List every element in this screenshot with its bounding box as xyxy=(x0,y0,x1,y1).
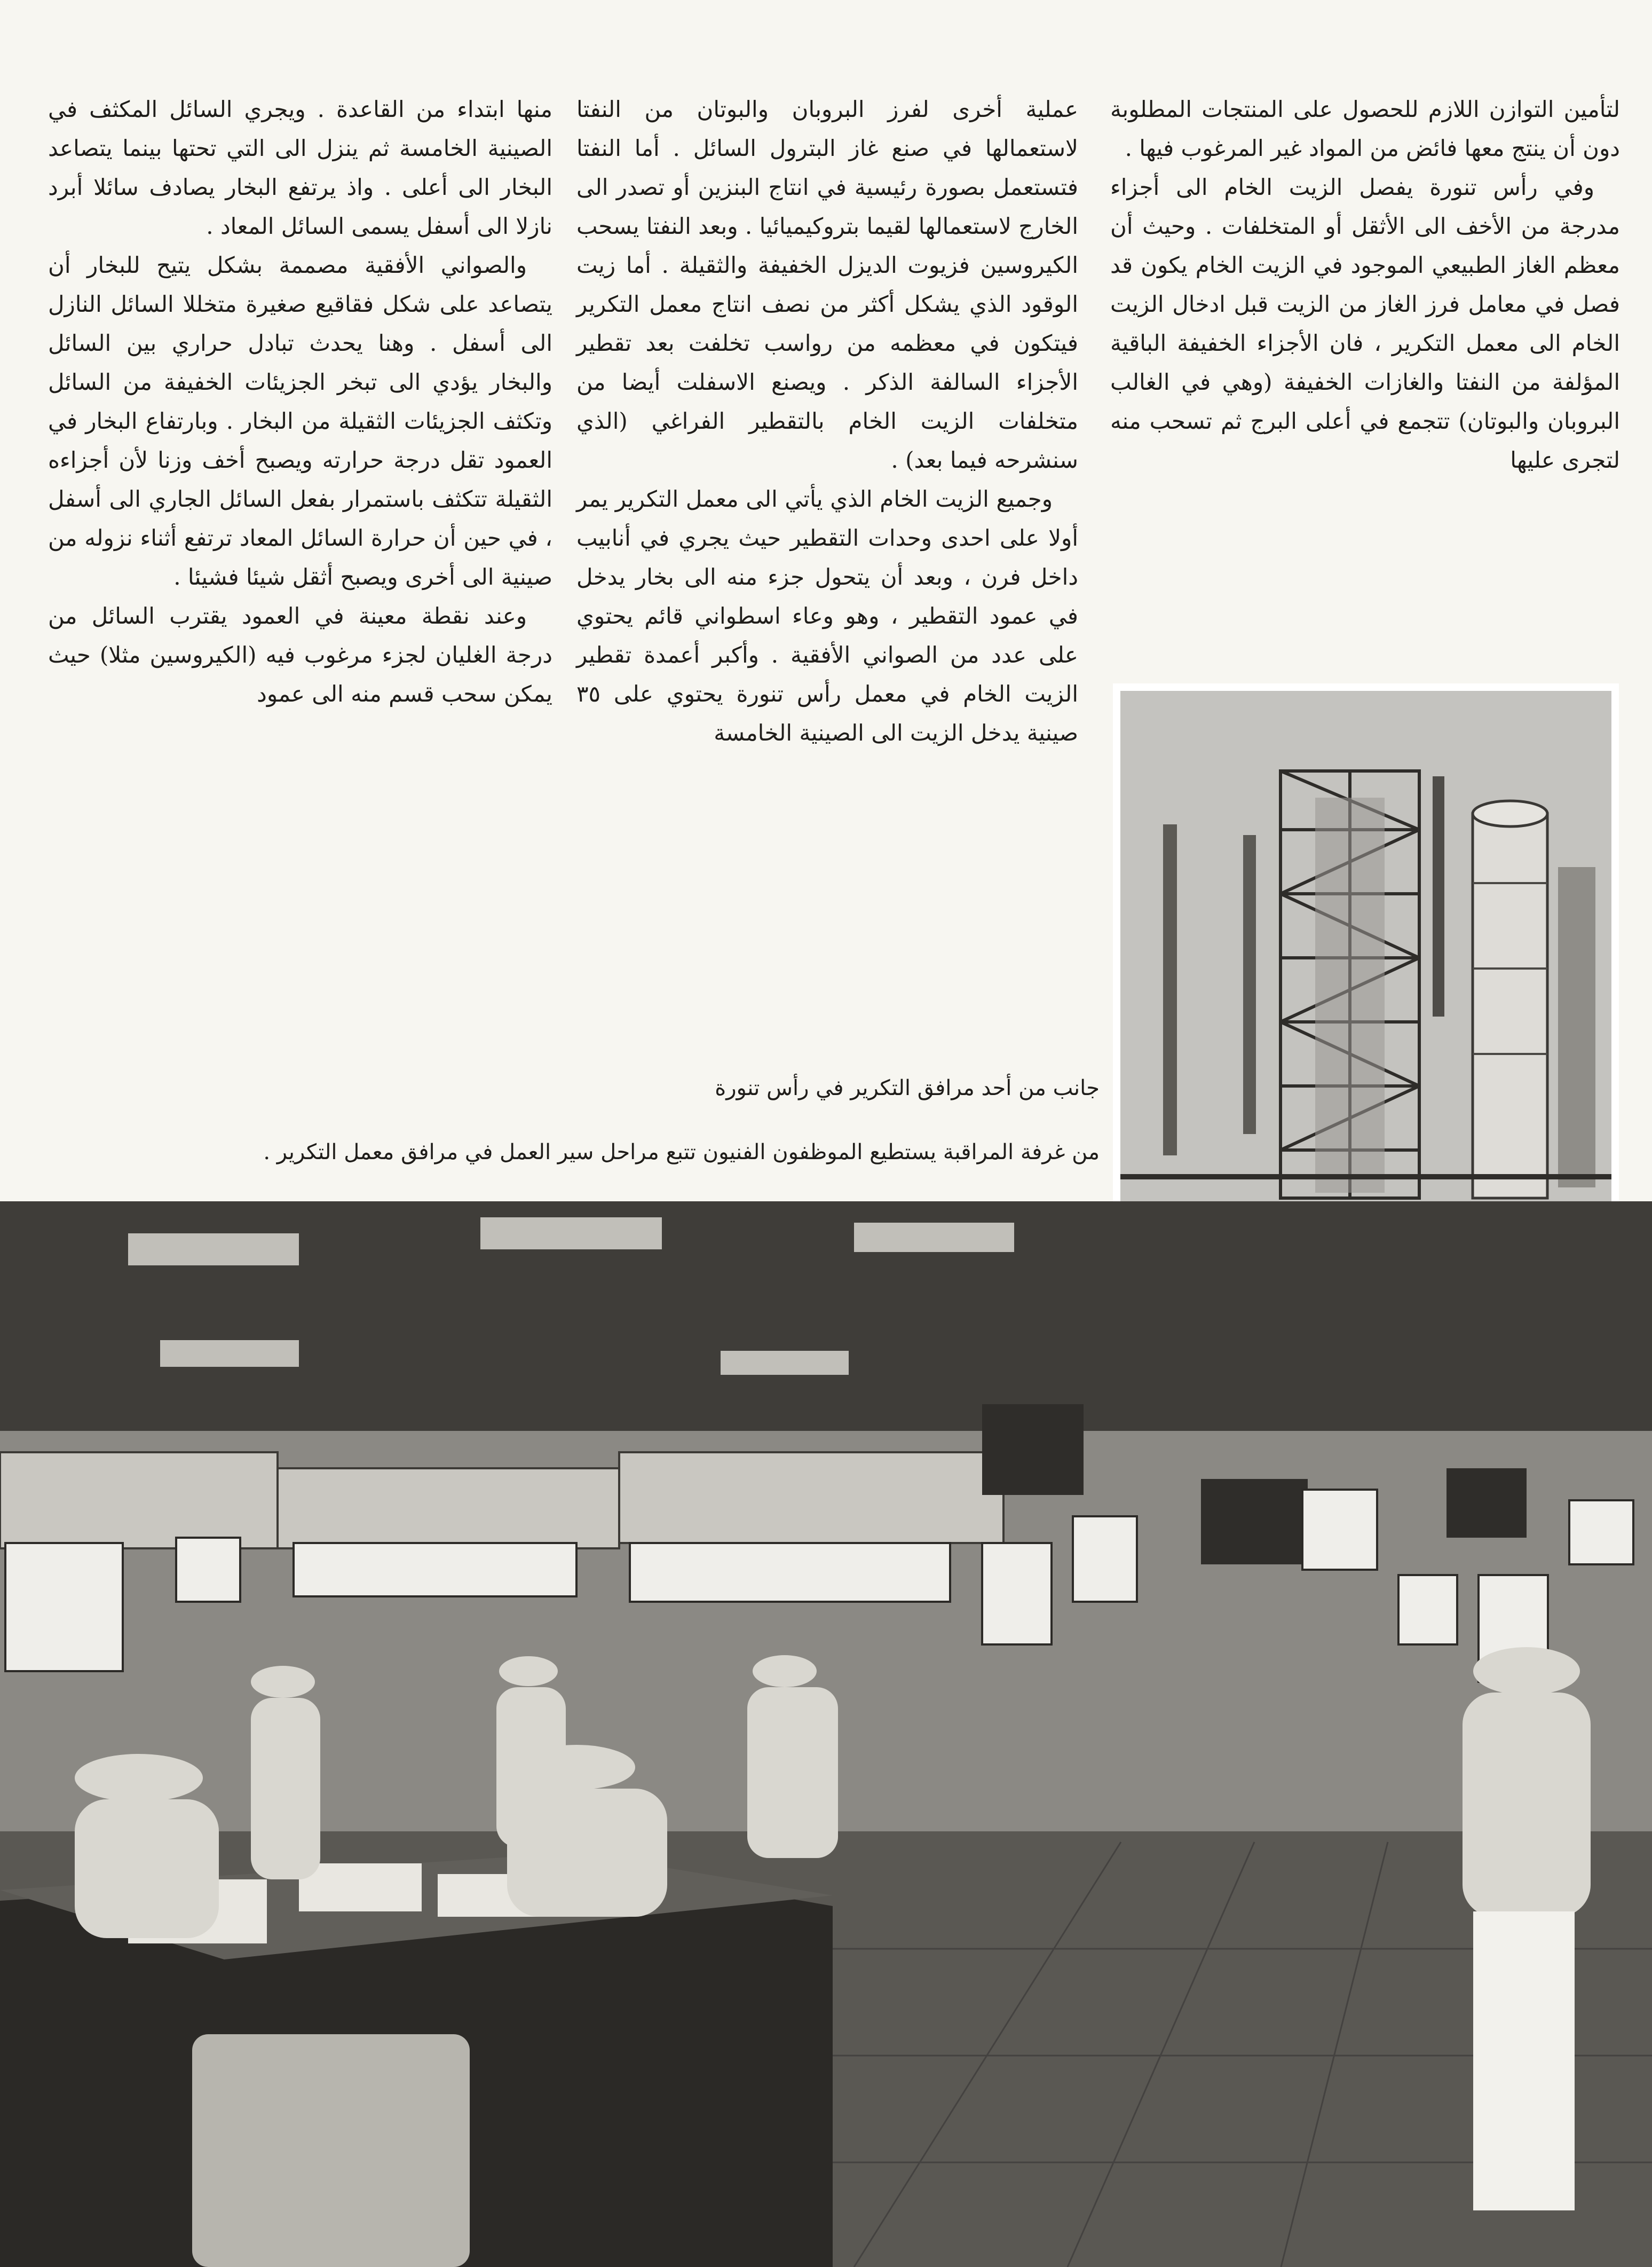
paragraph: منها ابتداء من القاعدة . ويجري السائل المكثف في الصينية الخامسة ثم ينزل الى التي تحتها بينما يتصاعد البخار الى أعلى . واذ يرتفع البخار يصادف سائلا أبرد نازلا الى أسفل يسمى السائل المعاد . xyxy=(48,96,552,239)
paragraph: لتأمين التوازن اللازم للحصول على المنتجات المطلوبة دون أن ينتج معها فائض من المواد غير المرغوب فيها . xyxy=(1110,96,1620,161)
control-room-illustration xyxy=(0,1201,1652,2267)
control-room-photo-caption: من غرفة المراقبة يستطيع الموظفون الفنيون تتبع مراحل سير العمل في مرافق معمل التكرير . xyxy=(263,1140,1100,1164)
article-column-middle xyxy=(576,90,1078,752)
paragraph: وفي رأس تنورة يفصل الزيت الخام الى أجزاء مدرجة من الأخف الى الأثقل أو المتخلفات . وحيث أن معظم الغاز الطبيعي الموجود في الزيت الخام يكون قد فصل في معامل فرز الغاز من الزيت قبل ادخال الزيت الخام الى معمل التكرير ، فان الأجزاء الخفيفة الباقية المؤلفة من النفتا والغازات الخفيفة (وهي في الغالب البروبان والبوتان) تتجمع في أعلى البرج ثم تسحب منه لتجرى عليها xyxy=(1110,174,1620,473)
paragraph: عملية أخرى لفرز البروبان والبوتان من النفتا لاستعمالها في صنع غاز البترول السائل . أما النفتا فتستعمل بصورة رئيسية في انتاج البنزين أو تصدر الى الخارج لاستعمالها لقيما بتروكيميائيا . وبعد النفتا يسحب الكيروسين فزيوت الديزل الخفيفة والثقيلة . أما زيت الوقود الذي يشكل أكثر من نصف انتاج معمل التكرير فيتكون في معظمه من رواسب تخلفت بعد تقطير الأجزاء السالفة الذكر . ويصنع الاسفلت أيضا من متخلفات الزيت الخام بالتقطير الفراغي (الذي سنشرحه فيما بعد) . xyxy=(576,96,1078,473)
paragraph: وجميع الزيت الخام الذي يأتي الى معمل التكرير يمر أولا على احدى وحدات التقطير حيث يجري في أنابيب داخل فرن ، وبعد أن يتحول جزء منه الى بخار يدخل في عمود التقطير ، وهو وعاء اسطواني قائم يحتوي على عدد من الصواني الأفقية . وأكبر أعمدة تقطير الزيت الخام في معمل رأس تنورة يحتوي على ٣٥ صينية يدخل الزيت الى الصينية الخامسة xyxy=(576,486,1078,746)
article-column-right xyxy=(1110,90,1620,479)
paragraph: وعند نقطة معينة في العمود يقترب السائل من درجة الغليان لجزء مرغوب فيه (الكيروسين مثلا) حيث يمكن سحب قسم منه الى عمود xyxy=(48,603,552,707)
article-column-left xyxy=(48,90,552,713)
control-room-photo xyxy=(0,1201,1652,2267)
paragraph: والصواني الأفقية مصممة بشكل يتيح للبخار أن يتصاعد على شكل فقاقيع صغيرة متخللا السائل النازل الى أسفل . وهنا يحدث تبادل حراري بين السائل والبخار يؤدي الى تبخر الجزيئات الخفيفة من السائل وتكثف الجزيئات الثقيلة من البخار . وبارتفاع البخار في العمود تقل درجة حرارته ويصبح أخف وزنا لأن أجزاءه الثقيلة تتكثف باستمرار بفعل السائل الجاري الى أسفل ، في حين أن حرارة السائل المعاد ترتفع أثناء نزوله من صينية الى أخرى ويصبح أثقل شيئا فشيئا . xyxy=(48,252,552,590)
refinery-photo-caption: جانب من أحد مرافق التكرير في رأس تنورة xyxy=(715,1076,1100,1100)
